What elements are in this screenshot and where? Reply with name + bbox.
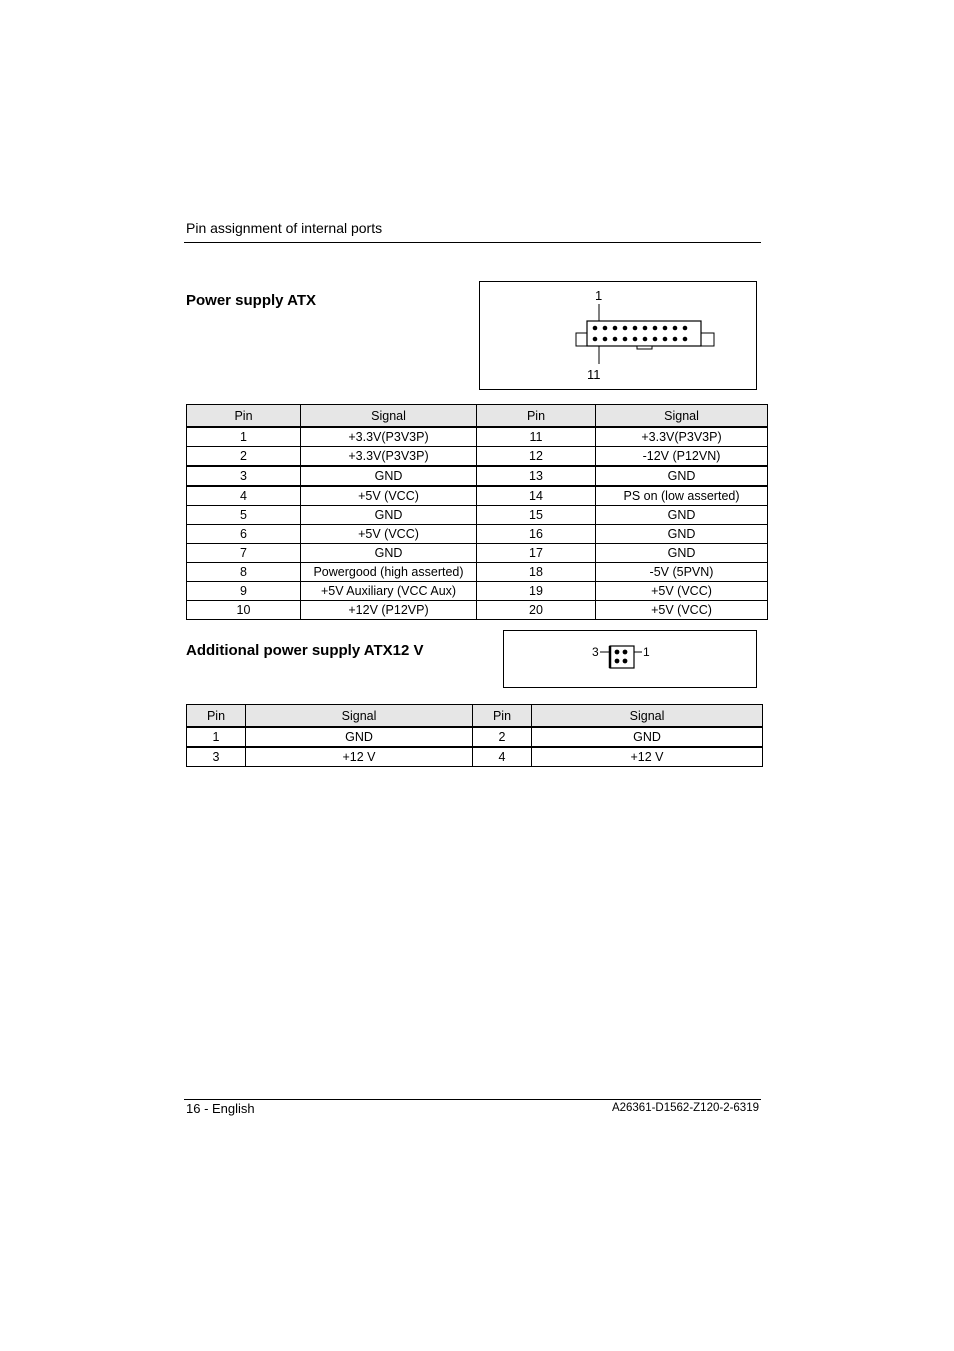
table-cell: 2 xyxy=(473,727,532,747)
table-cell: 3 xyxy=(187,466,301,486)
table-cell: 14 xyxy=(477,486,596,506)
table-cell: +3.3V(P3V3P) xyxy=(301,427,477,447)
table-cell: +12 V xyxy=(532,747,763,767)
table-cell: -5V (5PVN) xyxy=(596,563,768,582)
atx12-connector-icon xyxy=(504,631,756,687)
table-cell: PS on (low asserted) xyxy=(596,486,768,506)
table-header-row xyxy=(187,705,763,728)
table-row xyxy=(187,544,768,563)
table-cell: GND xyxy=(246,727,473,747)
table-cell: 1 xyxy=(187,427,301,447)
atx12-connector-diagram xyxy=(503,630,757,688)
atx-pin-label-11: 11 xyxy=(587,367,601,382)
column-header-signal: Signal xyxy=(246,705,473,728)
table-cell: 4 xyxy=(473,747,532,767)
column-header-signal: Signal xyxy=(301,405,477,428)
table-cell: GND xyxy=(596,466,768,486)
atx-pin-table xyxy=(186,404,768,620)
table-cell: +5V (VCC) xyxy=(596,582,768,601)
table-cell: +5V (VCC) xyxy=(596,601,768,620)
table-header-row xyxy=(187,405,768,428)
table-cell: GND xyxy=(301,544,477,563)
table-row xyxy=(187,582,768,601)
header-divider xyxy=(184,242,761,243)
table-cell: GND xyxy=(301,506,477,525)
atx12-section-title: Additional power supply ATX12 V xyxy=(186,642,424,659)
table-cell: 2 xyxy=(187,447,301,467)
table-cell: Powergood (high asserted) xyxy=(301,563,477,582)
atx-section-title: Power supply ATX xyxy=(186,292,317,309)
table-cell: 17 xyxy=(477,544,596,563)
table-cell: GND xyxy=(301,466,477,486)
table-cell: 1 xyxy=(187,727,246,747)
table-cell: 20 xyxy=(477,601,596,620)
table-cell: 8 xyxy=(187,563,301,582)
table-row xyxy=(187,601,768,620)
table-cell: 10 xyxy=(187,601,301,620)
table-cell: 19 xyxy=(477,582,596,601)
table-cell: 16 xyxy=(477,525,596,544)
page-header-title: Pin assignment of internal ports xyxy=(186,220,383,236)
table-cell: 11 xyxy=(477,427,596,447)
column-header-pin: Pin xyxy=(473,705,532,728)
column-header-signal: Signal xyxy=(532,705,763,728)
footer-divider xyxy=(184,1099,761,1100)
table-cell: +5V (VCC) xyxy=(301,486,477,506)
table-cell: 15 xyxy=(477,506,596,525)
table-cell: 5 xyxy=(187,506,301,525)
table-cell: +12V (P12VP) xyxy=(301,601,477,620)
table-row xyxy=(187,506,768,525)
column-header-pin: Pin xyxy=(187,705,246,728)
table-cell: 6 xyxy=(187,525,301,544)
table-row xyxy=(187,563,768,582)
atx-pin-label-1: 1 xyxy=(595,288,603,303)
table-cell: 4 xyxy=(187,486,301,506)
table-cell: GND xyxy=(596,525,768,544)
column-header-signal: Signal xyxy=(596,405,768,428)
table-row xyxy=(187,727,763,747)
atx-connector-diagram xyxy=(479,281,757,390)
table-cell: 9 xyxy=(187,582,301,601)
column-header-pin: Pin xyxy=(477,405,596,428)
table-cell: 13 xyxy=(477,466,596,486)
table-cell: GND xyxy=(596,506,768,525)
column-header-pin: Pin xyxy=(187,405,301,428)
table-cell: GND xyxy=(596,544,768,563)
table-row xyxy=(187,466,768,486)
atx12-pin-label-3: 3 xyxy=(592,645,599,659)
table-cell: 3 xyxy=(187,747,246,767)
table-cell: +3.3V(P3V3P) xyxy=(301,447,477,467)
table-row xyxy=(187,447,768,467)
table-row xyxy=(187,427,768,447)
table-row xyxy=(187,525,768,544)
table-row xyxy=(187,747,763,767)
table-cell: +5V (VCC) xyxy=(301,525,477,544)
atx12-pin-label-1: 1 xyxy=(643,645,650,659)
table-cell: 7 xyxy=(187,544,301,563)
table-cell: +5V Auxiliary (VCC Aux) xyxy=(301,582,477,601)
page-number: 16 - English xyxy=(186,1101,255,1116)
atx12-pin-table xyxy=(186,704,763,767)
table-cell: -12V (P12VN) xyxy=(596,447,768,467)
table-row xyxy=(187,486,768,506)
table-cell: GND xyxy=(532,727,763,747)
table-cell: +12 V xyxy=(246,747,473,767)
table-cell: +3.3V(P3V3P) xyxy=(596,427,768,447)
atx-connector-icon xyxy=(480,282,756,389)
document-code: A26361-D1562-Z120-2-6319 xyxy=(611,1102,759,1114)
table-cell: 12 xyxy=(477,447,596,467)
table-cell: 18 xyxy=(477,563,596,582)
